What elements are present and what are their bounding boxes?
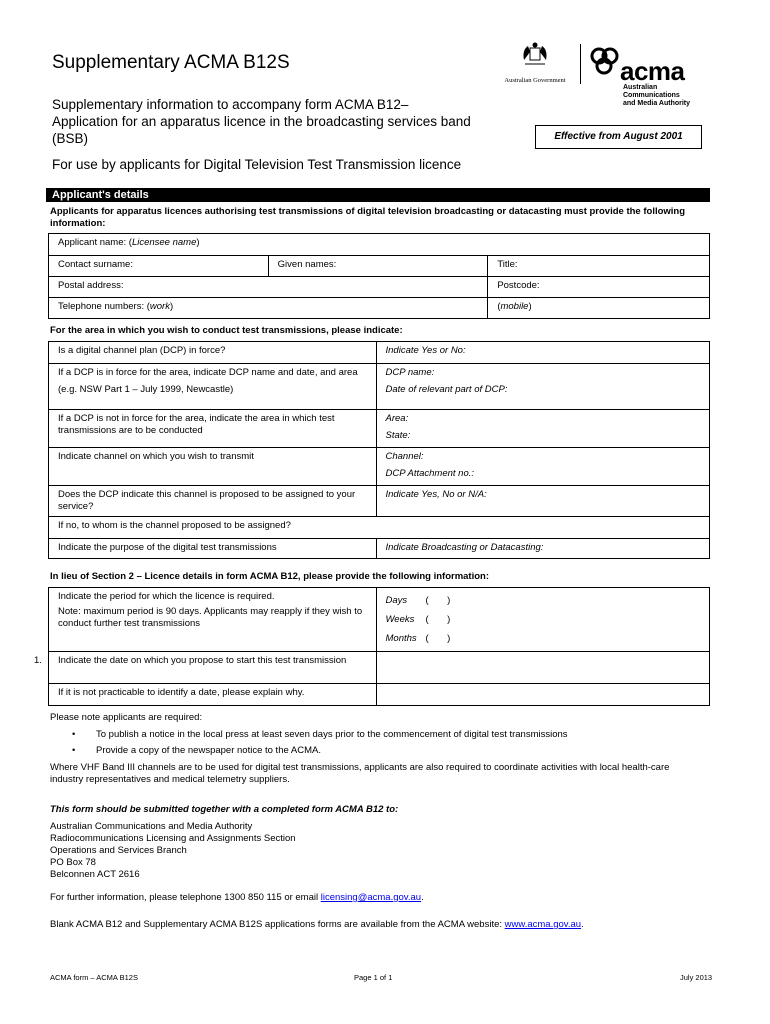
acma-subtitle: Australian Communications and Media Authority (623, 84, 691, 107)
months-field[interactable]: Months ( ) (385, 633, 451, 644)
contact-surname-field[interactable]: Contact surname: (49, 256, 269, 277)
test-area-question: If a DCP is not in force for the area, indicate the area in which test transmissions are to be conducted (49, 410, 377, 448)
footer-form-id: ACMA form – ACMA B12S (50, 973, 138, 982)
period-question: Indicate the period for which the licence is required. Note: maximum period is 90 days. Applicants may reapply if they wish to conduct further test transmissions (49, 588, 377, 652)
section-bar-applicant: Applicant's details (46, 188, 710, 202)
weeks-field[interactable]: Weeks ( ) (385, 614, 451, 625)
acma-logo-icon (590, 46, 622, 78)
test-area-answer[interactable]: Area: State: (376, 410, 710, 448)
no-date-question: If it is not practicable to identify a date, please explain why. (49, 684, 377, 706)
channel-answer[interactable]: Channel: DCP Attachment no.: (376, 448, 710, 486)
bullet-icon: • (72, 729, 76, 740)
page-title: Supplementary ACMA B12S (52, 52, 290, 73)
postcode-field[interactable]: Postcode: (488, 277, 710, 298)
page-subtitle: Supplementary information to accompany form ACMA B12– Application for an apparatus licence in the broadcasting services band (BSB) (52, 97, 471, 146)
title-field[interactable]: Title: (488, 256, 710, 277)
applicant-table (48, 233, 710, 319)
channel-question: Indicate channel on which you wish to transmit (49, 448, 377, 486)
blank-forms-info: Blank ACMA B12 and Supplementary ACMA B12S applications forms are available from the ACMA website: www.acma.gov.au. (50, 919, 584, 930)
channel-assigned-question: Does the DCP indicate this channel is proposed to be assigned to your service? (49, 486, 377, 517)
row-number: 1. (34, 655, 42, 666)
purpose-question: Indicate the purpose of the digital test transmissions (49, 539, 377, 559)
channel-assigned-answer[interactable]: Indicate Yes, No or N/A: (376, 486, 710, 517)
applicant-name-field[interactable]: Applicant name: (Licensee name) (49, 234, 710, 256)
submit-note: This form should be submitted together with a completed form ACMA B12 to: (50, 804, 399, 815)
dcp-in-force-answer[interactable]: Indicate Yes or No: (376, 342, 710, 364)
area-table (48, 341, 710, 559)
start-date-question: Indicate the date on which you propose to start this test transmission (49, 652, 377, 684)
licence-table (48, 587, 710, 706)
period-answer[interactable] (376, 588, 709, 652)
effective-date-box: Effective from August 2001 (535, 125, 702, 149)
mailing-address: Australian Communications and Media Authority Radiocommunications Licensing and Assignments Section Operations and Services Branch PO Box 78 Belconnen ACT 2616 (50, 821, 296, 880)
vhf-note: Where VHF Band III channels are to be used for digital test transmissions, applicants are also required to coordinate activities with local health-care industry representatives and medical telemetry suppliers. (50, 762, 670, 785)
start-date-answer[interactable] (376, 652, 709, 684)
licence-intro: In lieu of Section 2 – Licence details in form ACMA B12, please provide the following information: (50, 571, 489, 582)
postal-address-field[interactable]: Postal address: (49, 277, 488, 298)
purpose-answer[interactable]: Indicate Broadcasting or Datacasting: (376, 539, 710, 559)
bullet-item: Provide a copy of the newspaper notice to the ACMA. (96, 745, 321, 756)
telephone-work-field[interactable]: Telephone numbers: (work) (49, 298, 488, 319)
for-use-statement: For use by applicants for Digital Television Test Transmission licence (52, 157, 462, 172)
telephone-mobile-field[interactable]: (mobile) (488, 298, 710, 319)
coat-of-arms-icon (520, 40, 550, 70)
dcp-in-force-question: Is a digital channel plan (DCP) in force? (49, 342, 377, 364)
footer-page-number: Page 1 of 1 (354, 973, 393, 982)
no-date-answer[interactable] (376, 684, 709, 706)
footer-date: July 2013 (680, 973, 713, 982)
required-note: Please note applicants are required: (50, 712, 203, 723)
bullet-icon: • (72, 745, 76, 756)
dcp-name-question: If a DCP is in force for the area, indicate DCP name and date, and area (e.g. NSW Part 1 – July 1999, Newcastle) (49, 364, 377, 410)
dcp-name-answer[interactable]: DCP name: Date of relevant part of DCP: (376, 364, 710, 410)
given-names-field[interactable]: Given names: (268, 256, 488, 277)
days-field[interactable]: Days ( ) (385, 595, 451, 606)
bullet-item: To publish a notice in the local press at least seven days prior to the commencement of digital test transmissions (96, 729, 568, 740)
area-intro: For the area in which you wish to conduct test transmissions, please indicate: (50, 325, 403, 336)
email-link[interactable]: licensing@acma.gov.au (320, 892, 422, 903)
applicant-intro: Applicants for apparatus licences authorising test transmissions of digital television broadcasting or datacasting must provide the following information: (50, 206, 686, 229)
acma-wordmark: acma (620, 56, 685, 86)
further-info: For further information, please telephone 1300 850 115 or email licensing@acma.gov.au. (50, 892, 424, 903)
australian-government-logo (492, 40, 578, 84)
gov-logo-text: Australian Government (504, 77, 566, 84)
logo-divider (580, 44, 581, 84)
channel-assignee-field[interactable]: If no, to whom is the channel proposed to be assigned? (49, 517, 710, 539)
website-link[interactable]: www.acma.gov.au (504, 919, 582, 930)
